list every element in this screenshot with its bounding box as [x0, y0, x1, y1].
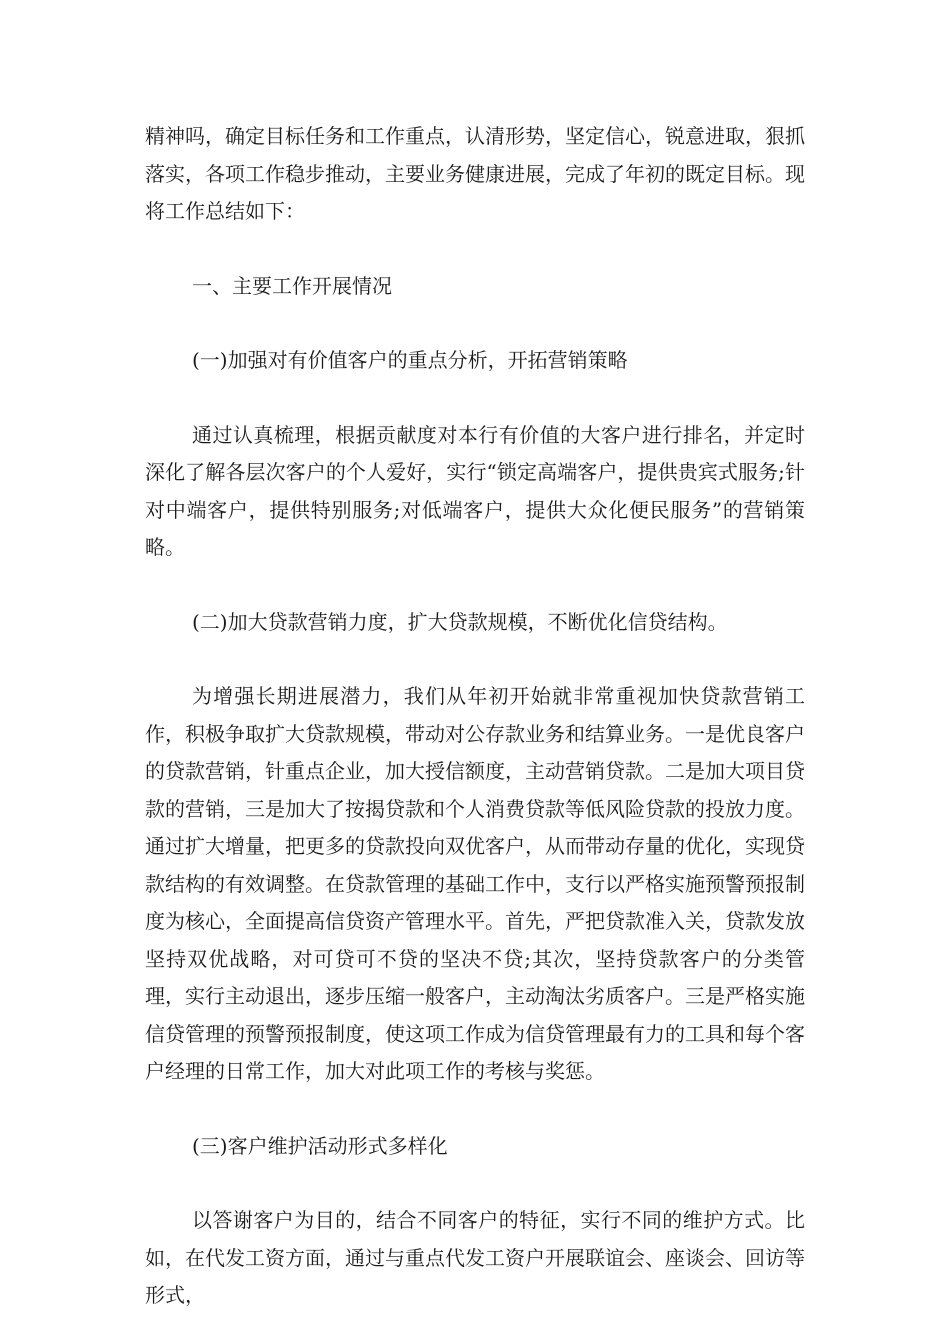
subsection-heading-1: (一)加强对有价值客户的重点分析，开拓营销策略	[192, 348, 628, 372]
document-page	[145, 118, 805, 1315]
intro-paragraph: 精神吗，确定目标任务和工作重点，认清形势，坚定信心，锐意进取，狠抓落实，各项工作稳步推动，主要业务健康进展，完成了年初的既定目标。现将工作总结如下：	[145, 124, 805, 223]
subsection-heading-2: (二)加大贷款营销力度，扩大贷款规模，不断优化信贷结构。	[192, 609, 728, 634]
paragraph-gap	[145, 1091, 805, 1128]
paragraph-gap	[145, 231, 805, 268]
subsection-body-3: 以答谢客户为目的，结合不同客户的特征，实行不同的维护方式。比如，在代发工资方面，通过与重点代发工资户开展联谊会、座谈会、回访等形式，	[145, 1208, 805, 1307]
subsection-body-2: 为增强长期进展潜力，我们从年初开始就非常重视加快贷款营销工作，积极争取扩大贷款规模，带动对公存款业务和结算业务。一是优良客户的贷款营销，针重点企业，加大授信额度，主动营销贷款。二是加大项目贷款的营销，三是加大了按揭贷款和个人消费贷款等低风险贷款的投放力度。通过扩大增量，把更多的贷款投向双优客户，从而带动存量的优化，实现贷款结构的有效调整。在贷款管理的基础工作中，支行以严格实施预警预报制度为核心，全面提高信贷资产管理水平。首先，严把贷款准入关，贷款发放坚持双优战略，对可贷可不贷的坚决不贷;其次，坚持贷款客户的分类管理，实行主动退出，逐步压缩一般客户，主动淘汰劣质客户。三是严格实施信贷管理的预警预报制度，使这项工作成为信贷管理最有力的工具和每个客户经理的日常工作，加大对此项工作的考核与奖惩。	[145, 684, 805, 1083]
paragraph-gap	[145, 1165, 805, 1202]
paragraph-gap	[145, 380, 805, 417]
section-heading-main-work: 一、主要工作开展情况	[192, 273, 392, 298]
paragraph-gap	[145, 641, 805, 678]
subsection-body-1: 通过认真梳理，根据贡献度对本行有价值的大客户进行排名，并定时深化了解各层次客户的个人爱好，实行“锁定高端客户，提供贵宾式服务;针对中端客户，提供特别服务;对低端客户，提供大众化便民服务”的营销策略。	[145, 422, 805, 559]
subsection-heading-3: (三)客户维护活动形式多样化	[192, 1133, 448, 1158]
paragraph-gap	[145, 305, 805, 342]
paragraph-gap	[145, 567, 805, 604]
